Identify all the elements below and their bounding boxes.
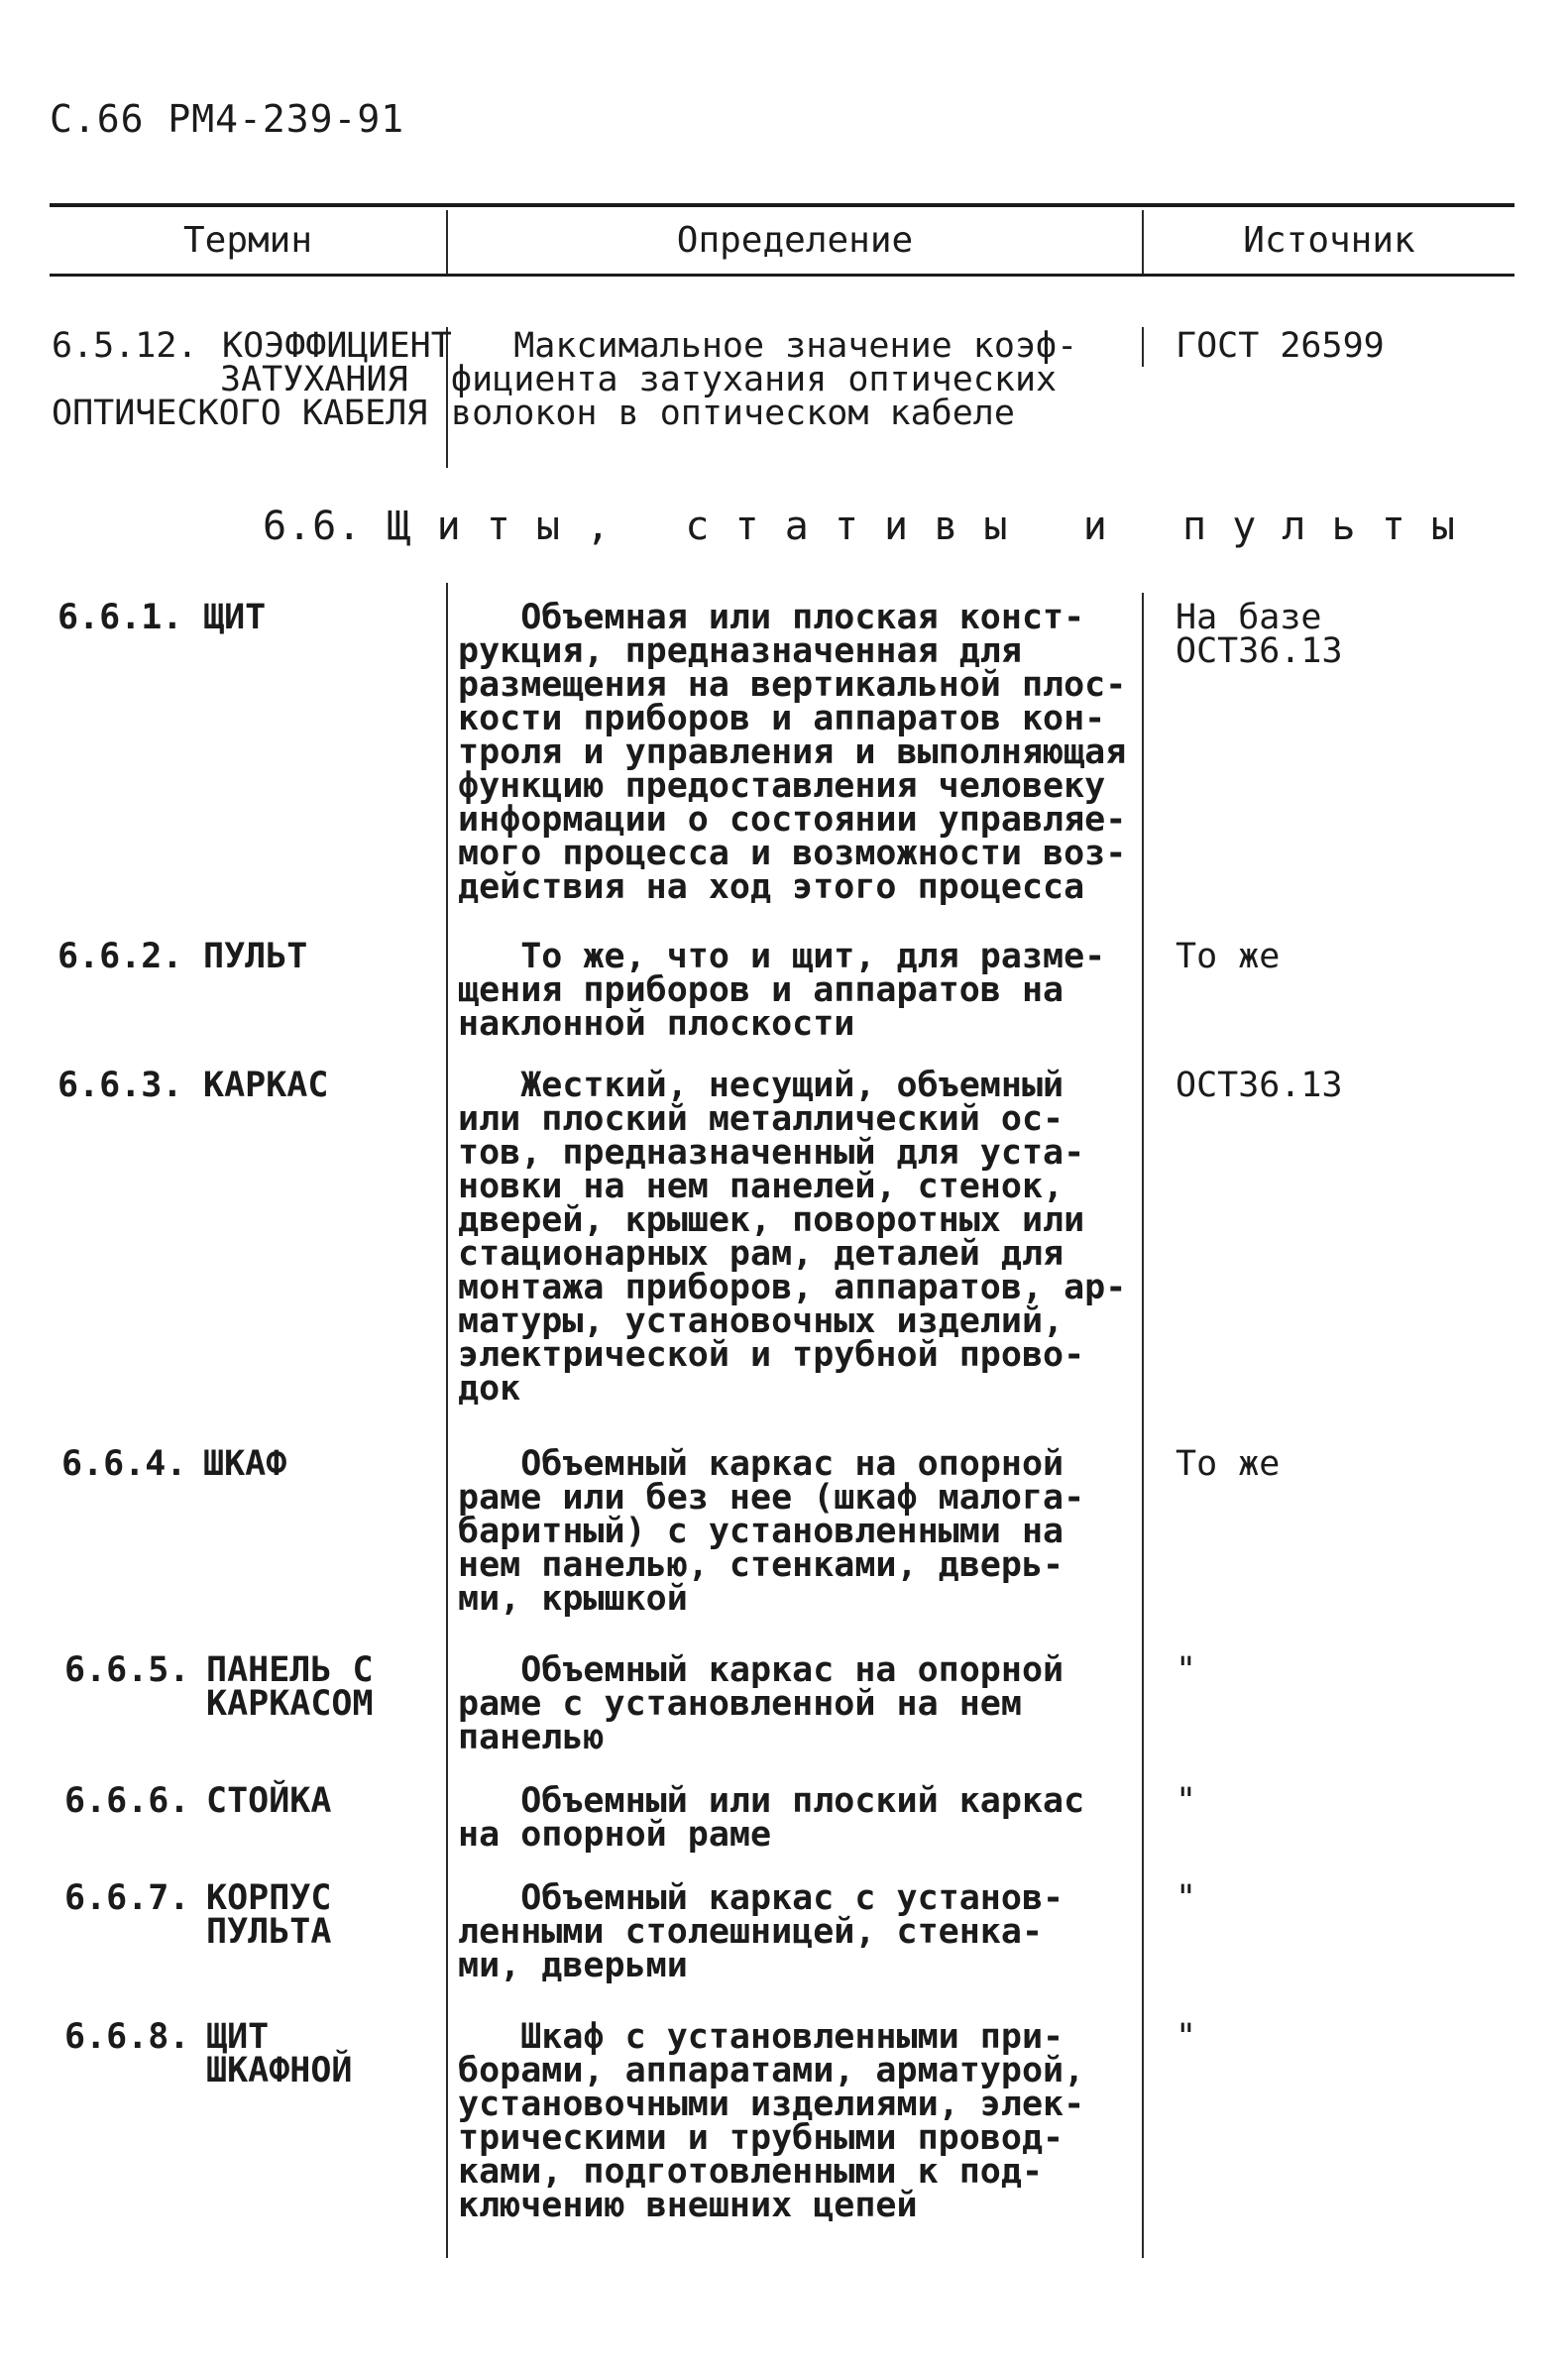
table-top-rule xyxy=(50,203,1514,207)
term-number: 6.6.5. xyxy=(64,1650,190,1690)
source-text: То же xyxy=(1176,1444,1281,1484)
definition-text: То же, что и щит, для разме- щения приборов и аппаратов на наклонной плоскости xyxy=(458,937,1106,1044)
source-text: На базе ОСТ36.13 xyxy=(1176,598,1343,671)
definition-text: Объемный каркас с установ- ленными столешницей, стенка- ми, дверьми xyxy=(458,1878,1064,1985)
definition-text: Жесткий, несущий, объемный или плоский металлический ос- тов, предназначенный для уста- новки на нем панелей, стенок, дверей, крышек, поворотных или стационарных рам, деталей для монтажа приборов, аппаратов, ар- матуры, установочных изделий, электрической и трубной прово- док xyxy=(458,1066,1127,1409)
source-text: То же xyxy=(1176,937,1281,976)
source-text: ОСТ36.13 xyxy=(1176,1066,1343,1105)
page-header: С.66 РМ4-239-91 xyxy=(50,97,405,141)
term-name: ЩИТ xyxy=(203,598,267,637)
source-text: " xyxy=(1176,1650,1197,1690)
source-text: " xyxy=(1176,1781,1197,1821)
definition-text: Объемный каркас на опорной раме или без нее (шкаф малога- баритный) с установленными на нем панелью, стенками, дверь- ми, крышкой xyxy=(458,1444,1085,1619)
term-number: 6.6.7. xyxy=(64,1878,190,1918)
column-header-source: Источник xyxy=(1243,220,1415,261)
term-name: ЗАТУХАНИЯ xyxy=(220,360,408,399)
definition-text: Объемный каркас на опорной раме с установленной на нем панелью xyxy=(458,1650,1064,1757)
term-number: 6.6.8. xyxy=(64,2017,190,2057)
term-number: 6.5.12. xyxy=(52,326,198,366)
term-name: ПУЛЬТ xyxy=(203,937,308,976)
header-bottom-rule xyxy=(50,274,1514,277)
term-number: 6.6.6. xyxy=(64,1781,190,1821)
definition-text: Объемный или плоский каркас на опорной раме xyxy=(458,1781,1085,1855)
column-divider xyxy=(1142,327,1144,367)
column-divider xyxy=(1142,593,1144,2258)
term-number: 6.6.2. xyxy=(57,937,183,976)
column-divider xyxy=(446,583,448,2258)
column-divider xyxy=(446,210,448,274)
term-number: 6.6.3. xyxy=(57,1066,183,1105)
term-name: КАРКАС xyxy=(203,1066,329,1105)
term-name: КОЭФФИЦИЕНТ xyxy=(222,326,452,366)
term-number: 6.6.1. xyxy=(57,598,183,637)
section-title: 6.6. Щ и т ы , с т а т и в ы и п у л ь т ы xyxy=(263,504,1456,549)
term-name: КОРПУС ПУЛЬТА xyxy=(206,1878,332,1952)
definition-text: Объемная или плоская конст- рукция, предназначенная для размещения на вертикальной плос- кости приборов и аппаратов кон- троля и управления и выполняющая функцию предоставления человеку информации о состоянии управляе- мого процесса и возможности воз- действия на ход этого процесса xyxy=(458,598,1127,907)
source-text: " xyxy=(1176,2017,1197,2057)
term-name: ОПТИЧЕСКОГО КАБЕЛЯ xyxy=(52,394,428,433)
column-header-definition: Определение xyxy=(676,220,914,261)
definition-text: Максимальное значение коэф- фициента затухания оптических волокон в оптическом кабеле xyxy=(451,326,1078,433)
source-text: ГОСТ 26599 xyxy=(1176,326,1385,366)
term-name: ПАНЕЛЬ С КАРКАСОМ xyxy=(206,1650,374,1724)
term-name: ШКАФ xyxy=(203,1444,287,1484)
term-name: ЩИТ ШКАФНОЙ xyxy=(206,2017,353,2090)
column-divider xyxy=(1142,210,1144,274)
definition-text: Шкаф с установленными при- борами, аппаратами, арматурой, установочными изделиями, элек- трическими и трубными провод- ками, подготовленными к под- ключению внешних цепей xyxy=(458,2017,1085,2225)
term-name: СТОЙКА xyxy=(206,1781,332,1821)
column-header-term: Термин xyxy=(182,220,313,261)
source-text: " xyxy=(1176,1878,1197,1918)
term-number: 6.6.4. xyxy=(61,1444,187,1484)
